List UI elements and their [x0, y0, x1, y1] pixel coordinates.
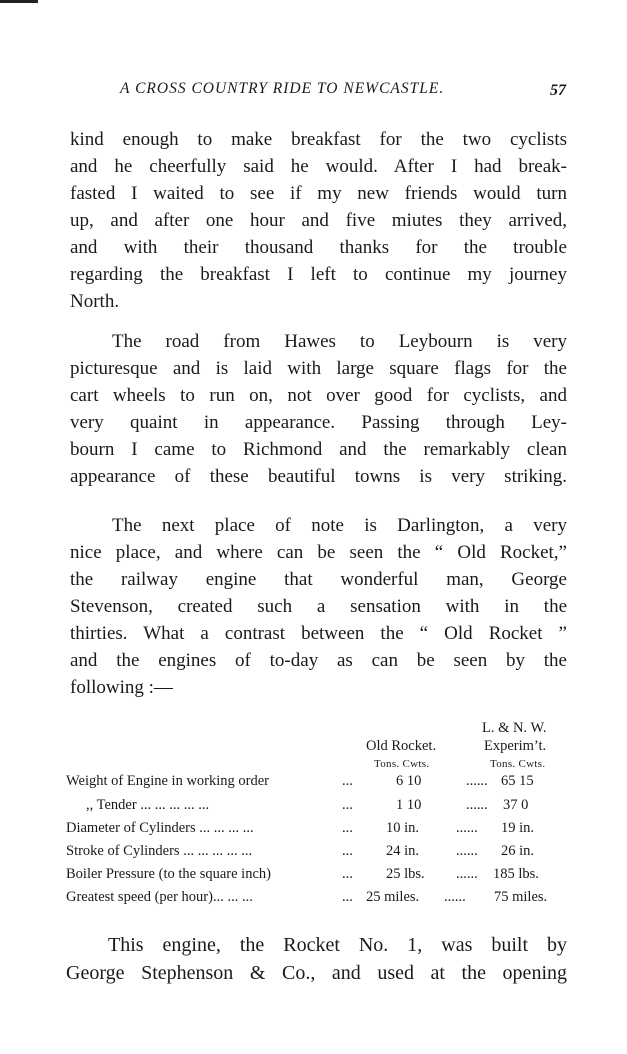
column-units-old: Tons. Cwts.	[374, 758, 430, 770]
table-row	[66, 794, 566, 816]
scan-edge-mark	[0, 0, 38, 3]
text-line: very quaint in appearance. Passing through Ley-	[70, 412, 567, 433]
old-rocket-value: 6 10	[396, 773, 422, 789]
lnw-value: 65 15	[501, 773, 534, 789]
old-rocket-value: 24 in.	[386, 843, 420, 859]
column-title-old-rocket: Old Rocket.	[366, 738, 437, 754]
column-title-lnw: L. & N. W.	[482, 720, 547, 736]
lnw-value: 19 in.	[501, 820, 535, 836]
text-line: nice place, and where can be seen the “ Old Rocket,”	[70, 542, 567, 563]
text-line: North.	[70, 291, 120, 312]
row-label: Weight of Engine in working order	[66, 773, 269, 789]
dot-leader: ...	[342, 773, 353, 789]
dot-leader: ......	[466, 773, 488, 789]
dot-leader: ...	[342, 843, 353, 859]
dot-leader: ......	[456, 820, 478, 836]
dot-leader: ......	[456, 866, 478, 882]
text-line: appearance of these beautiful towns is very striking.	[70, 466, 567, 487]
table-row	[66, 817, 566, 839]
text-line: and with their thousand thanks for the trouble	[70, 237, 567, 258]
page-number: 57	[550, 82, 566, 99]
row-label: Greatest speed (per hour)... ... ...	[66, 889, 253, 905]
table-row	[66, 770, 566, 792]
column-units-lnw: Tons. Cwts.	[490, 758, 546, 770]
text-line: following :—	[70, 677, 173, 698]
old-rocket-value: 10 in.	[386, 820, 420, 836]
text-line: regarding the breakfast I left to continue my journey	[70, 264, 567, 285]
lnw-value: 37 0	[503, 797, 529, 813]
old-rocket-value: 25 miles.	[366, 889, 420, 905]
row-label: ,, Tender ... ... ... ... ...	[86, 797, 210, 813]
table-row	[66, 886, 566, 908]
text-line: This engine, the Rocket No. 1, was built by	[108, 934, 567, 956]
dot-leader: ......	[456, 843, 478, 859]
text-line: thirties. What a contrast between the “ Old Rocket ”	[70, 623, 567, 644]
table-row	[66, 840, 566, 862]
column-title-lnw-sub: Experim’t.	[484, 738, 547, 754]
text-line: fasted I waited to see if my new friends would turn	[70, 183, 567, 204]
dot-leader: ...	[342, 866, 353, 882]
text-line: up, and after one hour and five miutes they arrived,	[70, 210, 567, 231]
text-line: The road from Hawes to Leybourn is very	[112, 331, 567, 352]
text-line: and the engines of to-day as can be seen by the	[70, 650, 567, 671]
old-rocket-value: 25 lbs.	[386, 866, 425, 882]
dot-leader: ...	[342, 797, 353, 813]
table-row	[66, 863, 566, 885]
text-line: cart wheels to run on, not over good for cyclists, and	[70, 385, 567, 406]
text-line: the railway engine that wonderful man, George	[70, 569, 567, 590]
text-line: and he cheerfully said he would. After I had break-	[70, 156, 567, 177]
text-line: kind enough to make breakfast for the two cyclists	[70, 129, 567, 150]
row-label: Boiler Pressure (to the square inch)	[66, 866, 271, 882]
text-line: picturesque and is laid with large square flags for the	[70, 358, 567, 379]
row-label: Diameter of Cylinders ... ... ... ...	[66, 820, 254, 836]
dot-leader: ......	[444, 889, 466, 905]
text-line: The next place of note is Darlington, a very	[112, 515, 567, 536]
text-line: Stevenson, created such a sensation with in the	[70, 596, 567, 617]
dot-leader: ...	[342, 889, 353, 905]
lnw-value: 185 lbs.	[493, 866, 539, 882]
lnw-value: 26 in.	[501, 843, 535, 859]
dot-leader: ......	[466, 797, 488, 813]
old-rocket-value: 1 10	[396, 797, 422, 813]
dot-leader: ...	[342, 820, 353, 836]
lnw-value: 75 miles.	[494, 889, 548, 905]
text-line: George Stephenson & Co., and used at the opening	[66, 962, 567, 984]
running-title: A CROSS COUNTRY RIDE TO NEWCASTLE.	[120, 80, 445, 97]
row-label: Stroke of Cylinders ... ... ... ... ...	[66, 843, 253, 859]
text-line: bourn I came to Richmond and the remarkably clean	[70, 439, 567, 460]
